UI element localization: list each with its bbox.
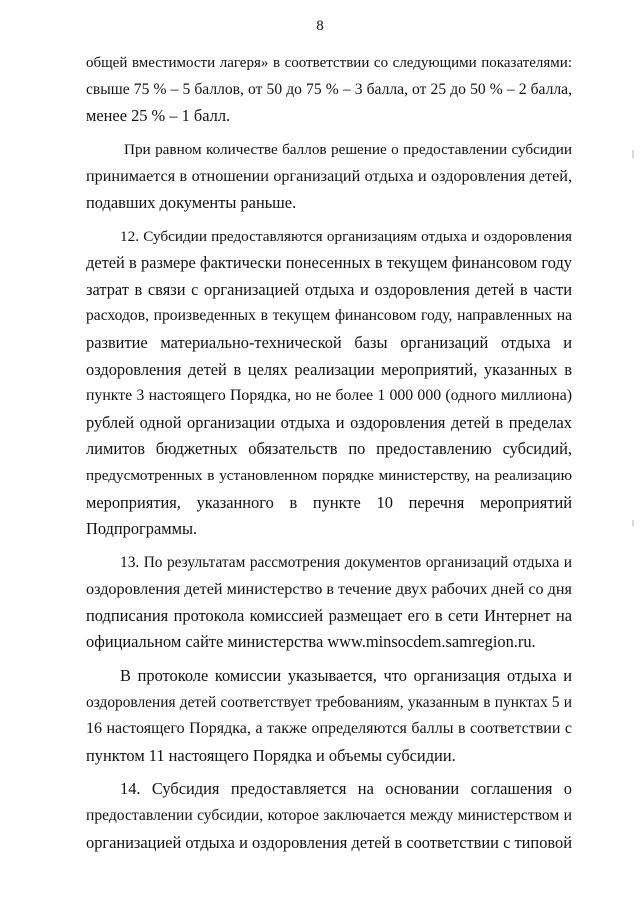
text-line: официальном сайте министерства www.minsocdem.samregion.ru. — [86, 632, 536, 652]
text-line: свыше 75 % – 5 баллов, от 50 до 75 % – 3 балла, от 25 до 50 % – 2 балла, — [86, 80, 572, 98]
text-line: При равном количестве баллов решение о предоставлении субсидии — [124, 140, 572, 158]
page-number: 8 — [316, 18, 324, 34]
text-line: 16 настоящего Порядка, а также определяются баллы в соответствии с — [86, 720, 572, 738]
paragraph-item-13 — [86, 550, 572, 656]
paragraph-protocol — [86, 663, 572, 769]
text-line: мероприятия, указанного в пункте 10 перечня мероприятий — [86, 492, 572, 512]
text-line: оздоровления детей в целях реализации мероприятий, указанных в — [86, 359, 572, 379]
text-line: пункте 3 настоящего Порядка, но не более 1 000 000 (одного миллиона) — [86, 387, 572, 405]
text-line: принимается в отношении организаций отдыха и оздоровления детей, — [86, 167, 572, 186]
text-line: предусмотренных в установленном порядке министерству, на реализацию — [86, 466, 572, 484]
text-line: оздоровления детей соответствует требованиям, указанным в пунктах 5 и — [86, 693, 572, 711]
text-line: общей вместимости лагеря» в соответствии со следующими показателями: — [86, 55, 572, 71]
paragraph-equal-score — [86, 137, 572, 217]
text-line: подписания протокола комиссией размещает его в сети Интернет на — [86, 605, 572, 625]
text-line: организацией отдыха и оздоровления детей в соответствии с типовой — [86, 832, 572, 852]
text-line: оздоровления детей министерство в течение двух рабочих дней со дня — [86, 580, 572, 599]
text-line: В протоколе комиссии указывается, что организация отдыха и — [120, 666, 572, 686]
text-line: подавших документы раньше. — [86, 192, 297, 212]
text-line: рублей одной организации отдыха и оздоровления детей в пределах — [86, 412, 572, 432]
text-line: детей в размере фактически понесенных в текущем финансовом году — [86, 253, 572, 273]
paragraph-item-12 — [86, 224, 572, 543]
text-line: 14. Субсидия предоставляется на основании соглашения о — [120, 779, 572, 799]
text-line: менее 25 % – 1 балл. — [86, 106, 231, 126]
scan-artifact — [632, 520, 634, 526]
paragraph-continuation — [86, 50, 572, 130]
text-line: 13. По результатам рассмотрения документов организаций отдыха и — [120, 553, 572, 571]
text-line: лимитов бюджетных обязательств по предоставлению субсидий, — [86, 439, 572, 459]
text-line: Подпрограммы. — [86, 519, 198, 539]
text-line: развитие материально-технической базы организаций отдыха и — [86, 332, 572, 352]
paragraph-item-14 — [86, 776, 572, 856]
text-line: предоставлении субсидии, которое заключается между министерством и — [86, 807, 572, 825]
scan-artifact — [632, 150, 634, 158]
document-body — [86, 50, 572, 856]
text-line: затрат в связи с организацией отдыха и оздоровления детей в части — [86, 279, 572, 299]
text-line: пунктом 11 настоящего Порядка и объемы субсидии. — [86, 745, 456, 765]
text-line: 12. Субсидии предоставляются организациям отдыха и оздоровления — [120, 227, 572, 245]
text-line: расходов, произведенных в текущем финансовом году, направленных на — [86, 307, 572, 325]
